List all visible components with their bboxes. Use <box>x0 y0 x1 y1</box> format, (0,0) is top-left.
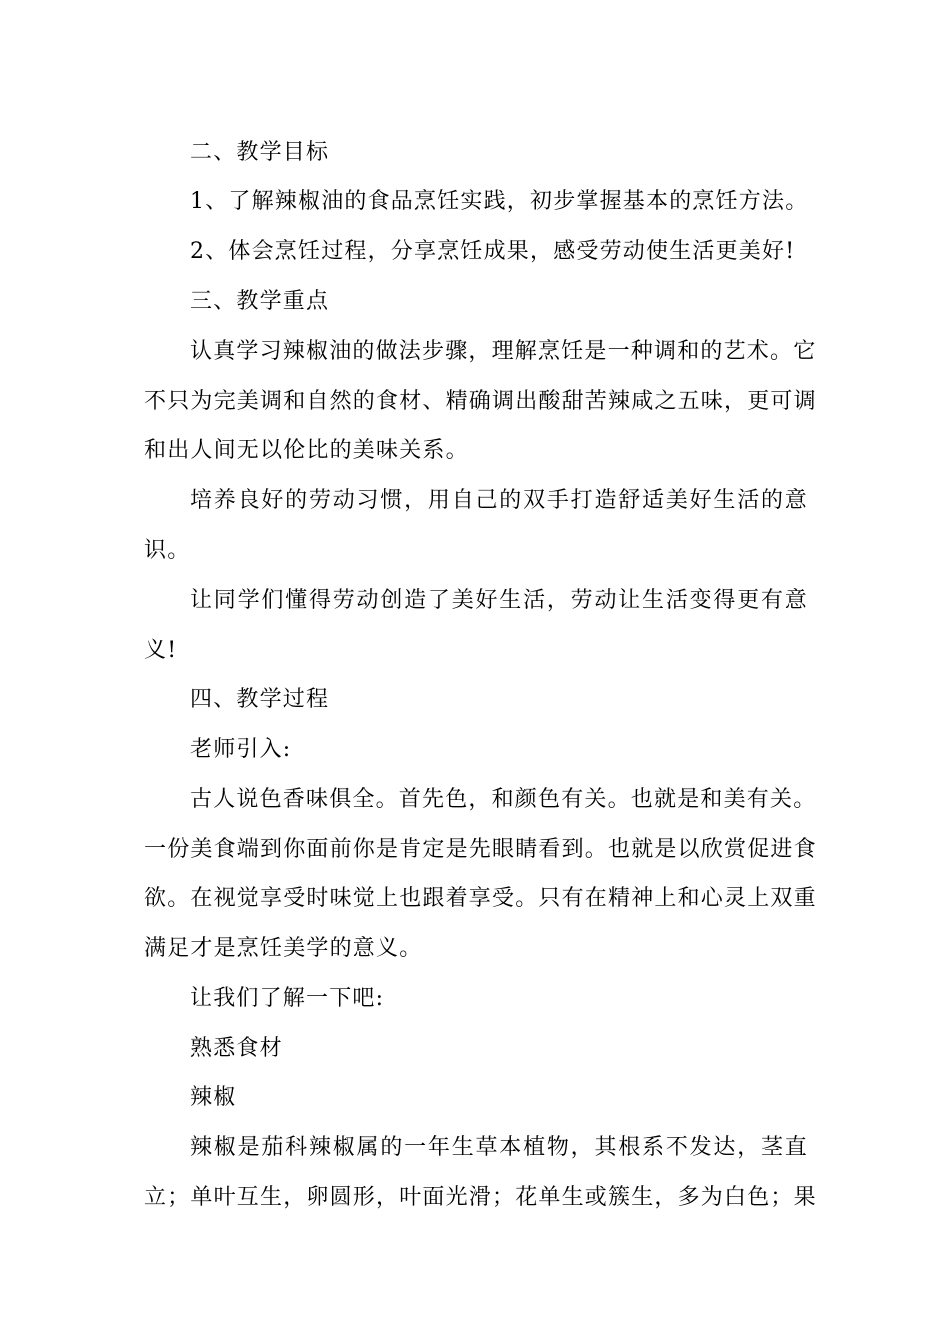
subheading-ingredients: 熟悉食材 <box>190 1036 283 1061</box>
subheading-teacher-intro: 老师引入: <box>190 737 292 762</box>
paragraph-line: 认真学习辣椒油的做法步骤，理解烹饪是一种调和的艺术。它 <box>190 339 817 364</box>
subheading-chili: 辣椒 <box>190 1085 237 1110</box>
paragraph-line: 满足才是烹饪美学的意义。 <box>144 936 423 961</box>
goal-item-2: 2、体会烹饪过程，分享烹饪成果，感受劳动使生活更美好! <box>190 239 796 264</box>
paragraph-line: 让同学们懂得劳动创造了美好生活，劳动让生活变得更有意 <box>190 588 808 613</box>
paragraph-line: 识。 <box>144 538 191 563</box>
paragraph-line: 立；单叶互生，卵圆形，叶面光滑；花单生或簇生，多为白色；果 <box>144 1185 817 1210</box>
paragraph-line: 古人说色香味俱全。首先色，和颜色有关。也就是和美有关。 <box>190 787 817 812</box>
paragraph-line: 让我们了解一下吧: <box>190 986 385 1011</box>
paragraph-line: 培养良好的劳动习惯，用自己的双手打造舒适美好生活的意 <box>190 488 808 513</box>
paragraph-line: 欲。在视觉享受时味觉上也跟着享受。只有在精神上和心灵上双重 <box>144 886 817 911</box>
goal-item-1: 1、了解辣椒油的食品烹饪实践，初步掌握基本的烹饪方法。 <box>190 189 809 214</box>
paragraph-line: 一份美食端到你面前你是肯定是先眼睛看到。也就是以欣赏促进食 <box>144 837 817 862</box>
section-heading-teaching-process: 四、教学过程 <box>190 687 330 712</box>
section-heading-teaching-focus: 三、教学重点 <box>190 289 330 314</box>
paragraph-line: 辣椒是茄科辣椒属的一年生草本植物，其根系不发达，茎直 <box>190 1135 808 1160</box>
paragraph-line: 和出人间无以伦比的美味关系。 <box>144 438 469 463</box>
paragraph-line: 义! <box>144 638 178 663</box>
section-heading-teaching-goals: 二、教学目标 <box>190 140 330 165</box>
paragraph-line: 不只为完美调和自然的食材、精确调出酸甜苦辣咸之五味，更可调 <box>144 389 817 414</box>
